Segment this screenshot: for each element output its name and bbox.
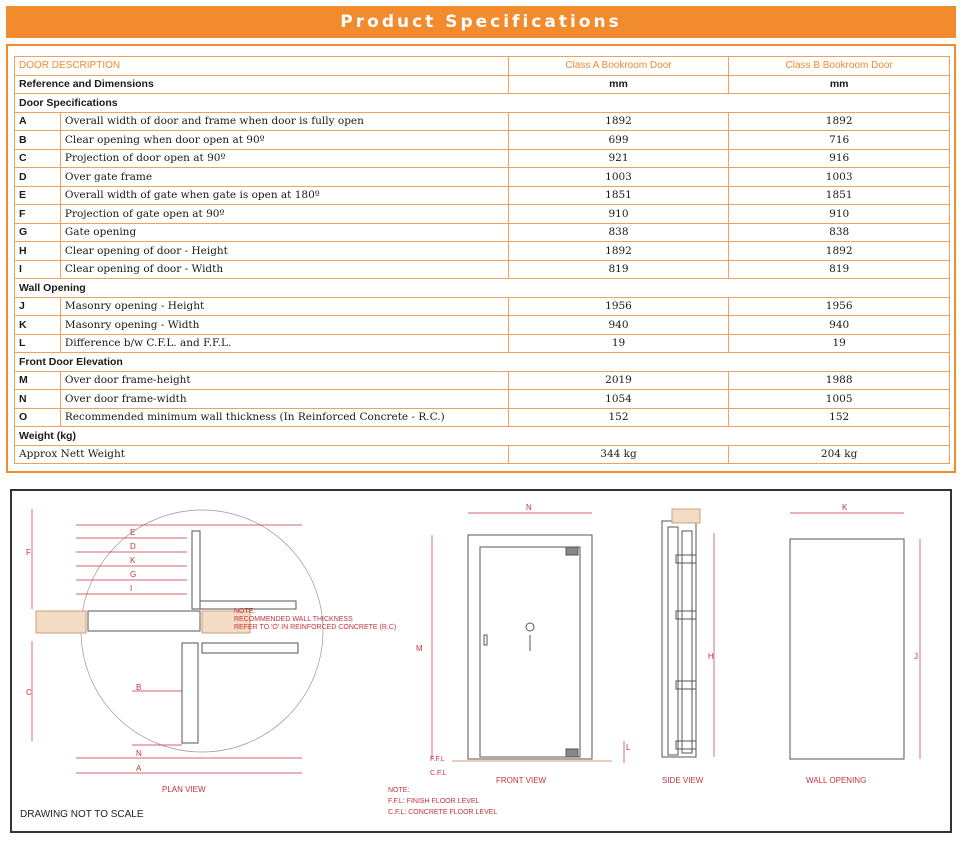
spec-class-b-value: 19 — [729, 334, 950, 353]
spec-ref: I — [15, 260, 61, 279]
spec-row — [15, 112, 950, 131]
spec-class-a-value: 819 — [508, 260, 729, 279]
section-weight — [15, 427, 950, 446]
wall-opening-dimensions — [790, 513, 920, 759]
spec-ref: D — [15, 168, 61, 187]
spec-class-b-value: 716 — [729, 131, 950, 150]
spec-description: Clear opening of door - Height — [60, 242, 508, 261]
spec-description: Difference b/w C.F.L. and F.F.L. — [60, 334, 508, 353]
dim-label-j: J — [914, 652, 918, 661]
technical-drawing-panel — [10, 489, 952, 833]
spec-class-a-value: 1054 — [508, 390, 729, 409]
dim-label-n-front: N — [526, 503, 532, 512]
dim-label-b: B — [136, 683, 142, 692]
header-class-a: Class A Bookroom Door — [508, 57, 729, 76]
spec-row — [15, 334, 950, 353]
spec-ref: B — [15, 131, 61, 150]
wall-opening-drawing — [790, 539, 904, 759]
spec-row — [15, 149, 950, 168]
section-front-door-elevation — [15, 353, 950, 372]
specification-table-container — [6, 44, 956, 473]
table-header-row — [15, 57, 950, 76]
spec-ref: C — [15, 149, 61, 168]
spec-row — [15, 205, 950, 224]
spec-row — [15, 408, 950, 427]
section-title: Front Door Elevation — [15, 353, 950, 372]
dim-label-m: M — [416, 644, 423, 653]
spec-class-b-value: 916 — [729, 149, 950, 168]
spec-class-a-value: 699 — [508, 131, 729, 150]
spec-class-b-value: 838 — [729, 223, 950, 242]
front-view-drawing — [452, 535, 612, 761]
product-specifications-banner: Product Specifications — [6, 6, 956, 38]
spec-row — [15, 242, 950, 261]
bottom-note-line-2: F.F.L: FINISH FLOOR LEVEL — [388, 798, 480, 805]
dim-label-k-wall: K — [842, 503, 848, 512]
spec-class-a-value: 921 — [508, 149, 729, 168]
spec-description: Projection of gate open at 90º — [60, 205, 508, 224]
plan-note-line-2: RECOMMENDED WALL THICKNESS — [234, 616, 353, 623]
spec-class-a-value: 1956 — [508, 297, 729, 316]
spec-class-a-value: 910 — [508, 205, 729, 224]
technical-drawing — [12, 491, 950, 831]
spec-description: Masonry opening - Width — [60, 316, 508, 335]
dim-label-c: C — [26, 688, 32, 697]
spec-class-a-value: 1892 — [508, 242, 729, 261]
spec-class-b-value: 819 — [729, 260, 950, 279]
header-class-b: Class B Bookroom Door — [729, 57, 950, 76]
spec-description: Masonry opening - Height — [60, 297, 508, 316]
dim-label-i: I — [130, 584, 133, 593]
spec-description: Overall width of gate when gate is open at 180º — [60, 186, 508, 205]
section-title: Weight (kg) — [15, 427, 950, 446]
section-title: Wall Opening — [15, 279, 950, 298]
caption-front-view: FRONT VIEW — [496, 776, 547, 785]
spec-class-b-value: 1003 — [729, 168, 950, 187]
spec-class-b-value: 1851 — [729, 186, 950, 205]
spec-class-b-value: 910 — [729, 205, 950, 224]
spec-ref: N — [15, 390, 61, 409]
dim-label-l: L — [626, 743, 631, 752]
spec-description: Gate opening — [60, 223, 508, 242]
units-class-a: mm — [508, 75, 729, 94]
spec-ref: L — [15, 334, 61, 353]
spec-ref: E — [15, 186, 61, 205]
weight-class-a: 344 kg — [508, 445, 729, 464]
section-title: Door Specifications — [15, 94, 950, 113]
spec-class-b-value: 1892 — [729, 112, 950, 131]
spec-class-b-value: 1956 — [729, 297, 950, 316]
weight-row — [15, 445, 950, 464]
spec-class-a-value: 2019 — [508, 371, 729, 390]
spec-class-a-value: 1003 — [508, 168, 729, 187]
spec-ref: F — [15, 205, 61, 224]
plan-note-line-3: REFER TO 'O' IN REINFORCED CONCRETE (R.C) — [234, 624, 397, 631]
weight-class-b: 204 kg — [729, 445, 950, 464]
spec-row — [15, 390, 950, 409]
spec-ref: G — [15, 223, 61, 242]
dim-label-k: K — [130, 556, 136, 565]
spec-class-b-value: 1892 — [729, 242, 950, 261]
spec-class-a-value: 838 — [508, 223, 729, 242]
spec-description: Clear opening when door open at 90º — [60, 131, 508, 150]
dim-label-n-plan: N — [136, 749, 142, 758]
label-ffl: F.F.L — [430, 756, 445, 763]
bottom-note-line-1: NOTE: — [388, 787, 410, 794]
spec-class-b-value: 1988 — [729, 371, 950, 390]
weight-description: Approx Nett Weight — [15, 445, 509, 464]
dim-label-d: D — [130, 542, 136, 551]
spec-class-a-value: 1851 — [508, 186, 729, 205]
plan-view-drawing — [32, 509, 323, 773]
units-row — [15, 75, 950, 94]
caption-plan-view: PLAN VIEW — [162, 785, 206, 794]
label-cfl: C.F.L — [430, 770, 447, 777]
units-class-b: mm — [729, 75, 950, 94]
spec-class-b-value: 152 — [729, 408, 950, 427]
spec-row — [15, 168, 950, 187]
spec-ref: A — [15, 112, 61, 131]
spec-description: Projection of door open at 90º — [60, 149, 508, 168]
section-door-specifications — [15, 94, 950, 113]
spec-ref: M — [15, 371, 61, 390]
spec-description: Clear opening of door - Width — [60, 260, 508, 279]
spec-ref: J — [15, 297, 61, 316]
spec-description: Overall width of door and frame when door is fully open — [60, 112, 508, 131]
specification-table — [14, 56, 950, 464]
section-wall-opening — [15, 279, 950, 298]
units-label: Reference and Dimensions — [15, 75, 509, 94]
dim-label-h: H — [708, 652, 714, 661]
bottom-note-line-3: C.F.L: CONCRETE FLOOR LEVEL — [388, 809, 498, 816]
spec-row — [15, 297, 950, 316]
dim-label-g: G — [130, 570, 137, 579]
spec-class-b-value: 1005 — [729, 390, 950, 409]
caption-wall-opening: WALL OPENING — [806, 776, 867, 785]
spec-description: Over door frame-width — [60, 390, 508, 409]
dim-label-e: E — [130, 528, 136, 537]
spec-class-a-value: 940 — [508, 316, 729, 335]
spec-description: Over gate frame — [60, 168, 508, 187]
spec-description: Recommended minimum wall thickness (In Reinforced Concrete - R.C.) — [60, 408, 508, 427]
dim-label-f: F — [26, 548, 31, 557]
spec-class-a-value: 152 — [508, 408, 729, 427]
plan-view-body — [36, 531, 298, 743]
spec-row — [15, 186, 950, 205]
spec-ref: O — [15, 408, 61, 427]
drawing-not-to-scale-label: DRAWING NOT TO SCALE — [20, 809, 144, 820]
spec-ref: K — [15, 316, 61, 335]
spec-class-b-value: 940 — [729, 316, 950, 335]
spec-class-a-value: 19 — [508, 334, 729, 353]
spec-row — [15, 131, 950, 150]
spec-description: Over door frame-height — [60, 371, 508, 390]
spec-row — [15, 260, 950, 279]
spec-row — [15, 371, 950, 390]
spec-class-a-value: 1892 — [508, 112, 729, 131]
front-view-dimensions — [432, 513, 624, 763]
side-view-drawing — [662, 509, 700, 757]
spec-ref: H — [15, 242, 61, 261]
spec-row — [15, 316, 950, 335]
plan-note-line-1: NOTE: — [234, 608, 256, 615]
dim-label-a: A — [136, 764, 142, 773]
header-door-description: DOOR DESCRIPTION — [15, 57, 509, 76]
spec-row — [15, 223, 950, 242]
caption-side-view: SIDE VIEW — [662, 776, 704, 785]
